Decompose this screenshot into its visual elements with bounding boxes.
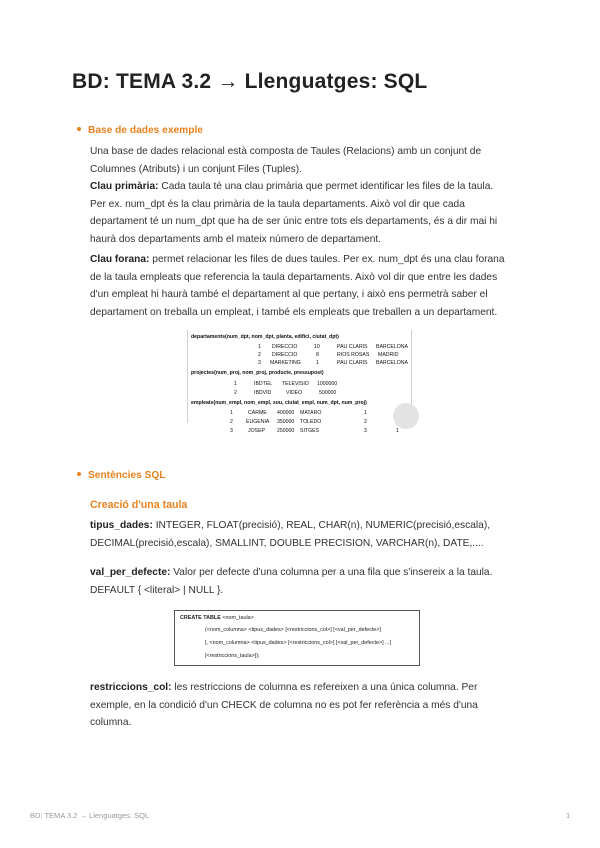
code-keyword: CREATE TABLE (180, 615, 221, 621)
text-line: haurà dos departaments amb el mateix número de departament. (90, 233, 382, 245)
section-heading-sentencies-sql (77, 470, 166, 481)
section-heading-label: Sentències SQL (88, 470, 166, 481)
intro-line: Columnes (Atributs) i un conjunt Files (Tuples). (90, 163, 302, 175)
text-line: exemple, en la condició d'un CHECK de columna no es pot fer referència a més d'una (90, 699, 478, 711)
val-per-defecte-paragraph (90, 564, 520, 599)
cell: RIOS ROSAS (337, 352, 370, 358)
page-title: BD: TEMA 3.2 → Llenguatges: SQL (72, 70, 428, 93)
cell: MADRID (378, 352, 399, 358)
cell: JOSEP (248, 428, 266, 434)
cell: 350000 (277, 419, 295, 425)
text-line: DEFAULT { <literal> | NULL }. (90, 584, 224, 596)
bullet-icon (77, 472, 81, 476)
section-heading-label: Base de dades exemple (88, 125, 203, 136)
term-label: tipus_dades: (90, 520, 153, 531)
cell: BARCELONA (376, 360, 408, 366)
bullet-icon (77, 127, 81, 131)
clau-forana-paragraph (90, 251, 520, 321)
term-text: permet relacionar les files de dues taules. Per ex. num_dpt és una clau forana (152, 254, 505, 265)
cell: DIRECCIO (272, 344, 298, 350)
text-line: departament té un num_dpt que ha de ser únic entre tots els departaments, és a dir mai hi (90, 216, 498, 227)
cell: 2 (364, 419, 367, 425)
text-line: departament on treballa un empleat, i també els empleats que treballen a un departament. (90, 306, 498, 318)
term-label: restriccions_col: (90, 682, 172, 693)
cell: VIDEO (286, 390, 303, 396)
cell: 3 (364, 428, 367, 434)
code-text: <nom_taula> (222, 615, 254, 621)
cell: 1 (230, 410, 233, 416)
cell: BARCELONA (376, 344, 408, 350)
projectes-header: projectes(num_proj, nom_proj, producte, pressupost) (191, 370, 324, 376)
cell: PAU CLARIS (337, 344, 368, 350)
cell: 2 (234, 390, 237, 396)
cell: CARME (248, 410, 267, 416)
cell: 1 (364, 410, 367, 416)
section-heading-base-de-dades (77, 125, 203, 136)
code-line: [<restriccions_taula>]); (205, 653, 260, 659)
cell: IBDVID (254, 390, 272, 396)
text-line: DECIMAL(precisió,escala), SMALLINT, DOUBLE PRECISION, VARCHAR(n), DATE,.... (90, 537, 484, 549)
intro-paragraph (90, 143, 520, 178)
cell: 1 (258, 344, 261, 350)
cell: MATARO (300, 410, 322, 416)
cell: 3 (258, 360, 261, 366)
term-text: les restriccions de columna es refereixen a una única columna. Per (174, 682, 478, 693)
term-label: Clau forana: (90, 254, 150, 265)
text-line: Per ex. num_dpt és la clau primària de la taula departaments. Això vol dir que cada (90, 198, 465, 210)
cell: MARKETING (270, 360, 301, 366)
subheading-creacio-taula: Creació d'una taula (90, 499, 188, 511)
cell: 1 (316, 360, 319, 366)
term-label: val_per_defecte: (90, 567, 171, 578)
departaments-header: departaments(num_dpt, nom_dpt, planta, edifici, ciutat_dpt) (191, 334, 339, 340)
cell: 250000 (277, 428, 295, 434)
cell: 500000 (319, 390, 337, 396)
term-label: Clau primària: (90, 181, 159, 192)
text-line: columna. (90, 717, 132, 728)
page-number: 1 (566, 811, 571, 820)
code-line: [, <nom_columna> <tipus_dades> [<restriccions_col>] [<val_per_defecte>] ...] (205, 640, 392, 646)
restriccions-col-paragraph (90, 679, 520, 732)
cell: PAU CLARIS (337, 360, 368, 366)
cell: 1000000 (317, 381, 338, 387)
cell: TOLEDO (300, 419, 322, 425)
empleats-header: empleats(num_empl, nom_empl, sou, ciutat_empl, num_dpt, num_proj) (191, 400, 367, 406)
text-line: de la taula empleats que referencia la taula departaments. Això vol dir que entre les dades (90, 271, 498, 283)
create-table-code-box (174, 610, 420, 666)
cell: IBDTEL (254, 381, 273, 387)
cell: 10 (314, 344, 320, 350)
text-line: d'un empleat hi haurà també el departament al que pertany, i això ens permetrà saber el (90, 289, 488, 300)
code-line (180, 615, 254, 621)
cell: 1 (396, 428, 399, 434)
scan-shadow (393, 403, 419, 429)
cell: SITGES (300, 428, 320, 434)
footer-title: BD: TEMA 3.2 → Llenguatges: SQL (30, 811, 150, 820)
cell: 400000 (277, 410, 295, 416)
code-line: (<nom_columna> <tipus_dades> [<restriccions_col>] [<val_per_defecte>] (205, 627, 381, 633)
term-text: INTEGER, FLOAT(precisió), REAL, CHAR(n), NUMERIC(precisió,escala), (155, 520, 491, 531)
cell: 3 (230, 428, 233, 434)
cell: DIRECCIO (272, 352, 298, 358)
cell: 8 (316, 352, 319, 358)
schema-figure (187, 330, 412, 434)
cell: TELEVISIO (282, 381, 309, 387)
cell: 2 (258, 352, 261, 358)
cell: 1 (234, 381, 237, 387)
clau-primaria-paragraph (90, 178, 520, 248)
term-text: Cada taula té una clau primària que permet identificar les files de la taula. (161, 181, 494, 192)
tipus-dades-paragraph (90, 517, 520, 552)
term-text: Valor per defecte d'una columna per a una fila que s'insereix a la taula. (173, 567, 493, 578)
cell: EUGENIA (246, 419, 270, 425)
intro-line: Una base de dades relacional està composta de Taules (Relacions) amb un conjunt de (90, 146, 482, 157)
cell: 2 (230, 419, 233, 425)
